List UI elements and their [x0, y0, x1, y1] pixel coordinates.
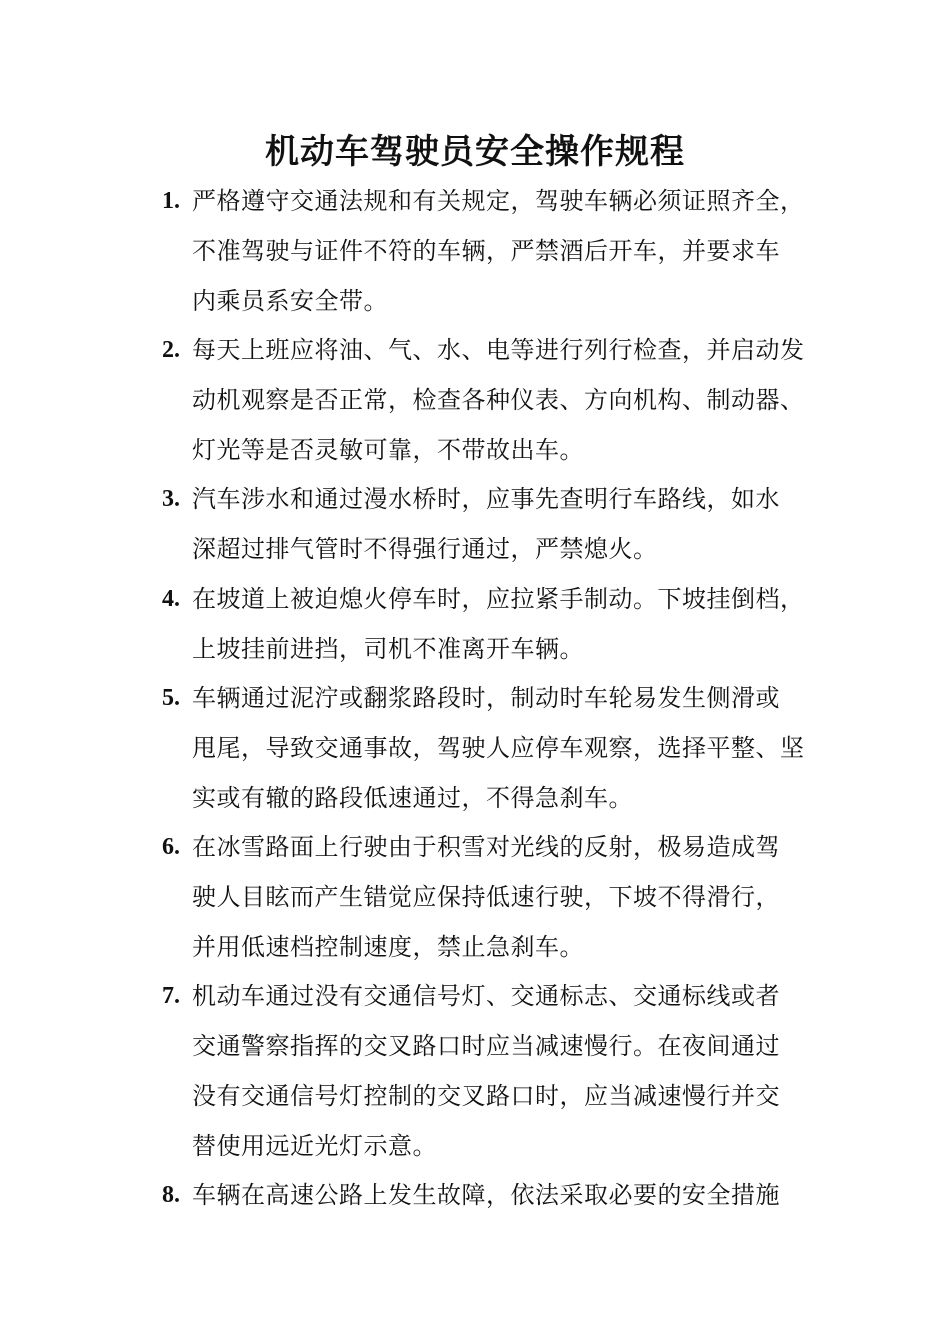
rule-line: 严格遵守交通法规和有关规定，驾驶车辆必须证照齐全，	[192, 187, 805, 215]
rule-line: 汽车涉水和通过漫水桥时，应事先查明行车路线，如水	[192, 485, 780, 513]
rule-text	[192, 673, 832, 823]
rule-text	[192, 1170, 832, 1220]
rule-number: 4.	[162, 586, 180, 612]
rule-line: 交通警察指挥的交叉路口时应当减速慢行。在夜间通过	[192, 1032, 780, 1060]
rule-text	[192, 574, 832, 674]
rule-line: 驶人目眩而产生错觉应保持低速行驶，下坡不得滑行，	[192, 883, 780, 911]
rule-line: 不准驾驶与证件不符的车辆，严禁酒后开车，并要求车	[192, 237, 780, 265]
rule-text	[192, 971, 832, 1171]
rule-number: 7.	[162, 983, 180, 1009]
rule-line: 每天上班应将油、气、水、电等进行列行检查，并启动发	[192, 336, 805, 364]
rule-text	[192, 325, 832, 475]
rule-number: 6.	[162, 834, 180, 860]
rule-line: 并用低速档控制速度，禁止急刹车。	[192, 933, 584, 961]
rule-line: 车辆在高速公路上发生故障，依法采取必要的安全措施	[192, 1181, 780, 1209]
rule-line: 上坡挂前进挡，司机不准离开车辆。	[192, 635, 584, 663]
rule-text	[192, 474, 832, 574]
rule-number: 8.	[162, 1182, 180, 1208]
rule-number: 3.	[162, 486, 180, 512]
rule-line: 甩尾，导致交通事故，驾驶人应停车观察，选择平整、坚	[192, 734, 805, 762]
rule-number: 2.	[162, 337, 180, 363]
rule-line: 内乘员系安全带。	[192, 287, 388, 315]
rule-line: 在冰雪路面上行驶由于积雪对光线的反射，极易造成驾	[192, 833, 780, 861]
rule-text	[192, 822, 832, 972]
rule-line: 动机观察是否正常，检查各种仪表、方向机构、制动器、	[192, 386, 805, 414]
rule-line: 没有交通信号灯控制的交叉路口时，应当减速慢行并交	[192, 1082, 780, 1110]
rule-number: 1.	[162, 188, 180, 214]
rule-line: 替使用远近光灯示意。	[192, 1132, 437, 1160]
page-title: 机动车驾驶员安全操作规程	[265, 132, 685, 172]
rule-line: 灯光等是否灵敏可靠，不带故出车。	[192, 436, 584, 464]
rule-line: 在坡道上被迫熄火停车时，应拉紧手制动。下坡挂倒档，	[192, 585, 805, 613]
rule-line: 深超过排气管时不得强行通过，严禁熄火。	[192, 535, 658, 563]
rule-line: 实或有辙的路段低速通过，不得急刹车。	[192, 784, 633, 812]
rule-number: 5.	[162, 685, 180, 711]
rule-line: 车辆通过泥泞或翻浆路段时，制动时车轮易发生侧滑或	[192, 684, 780, 712]
rule-line: 机动车通过没有交通信号灯、交通标志、交通标线或者	[192, 982, 780, 1010]
rule-text	[192, 176, 832, 326]
